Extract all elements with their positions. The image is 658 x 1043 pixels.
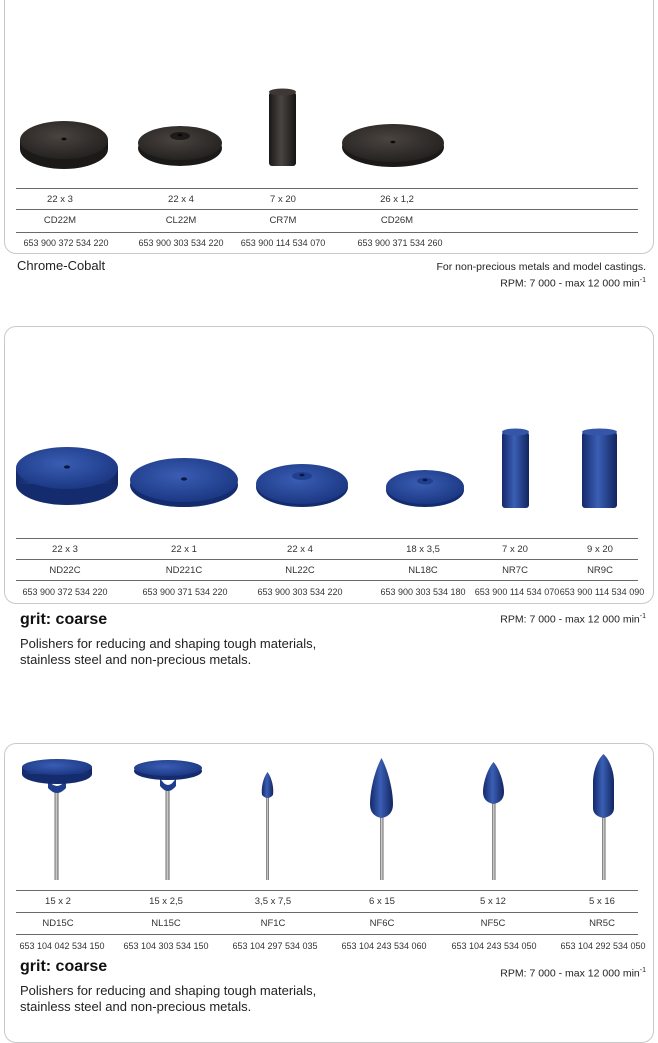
product-image-nd221c xyxy=(128,450,240,510)
code-cell: NF6C xyxy=(369,918,395,929)
grit-label: grit: coarse xyxy=(20,611,108,628)
code-cell: NF1C xyxy=(260,918,286,929)
code-cell: CD22M xyxy=(43,215,77,226)
article-number-cell: 653 900 114 534 070 xyxy=(240,238,326,248)
article-number-cell: 653 900 303 534 180 xyxy=(380,587,466,597)
product-image-nf1c xyxy=(256,770,280,880)
product-image-nd15c xyxy=(20,758,94,880)
article-number-cell: 653 104 297 534 035 xyxy=(232,941,318,951)
article-number-cell: 653 900 303 534 220 xyxy=(257,587,343,597)
article-number-cell: 653 104 303 534 150 xyxy=(123,941,209,951)
table-rule xyxy=(16,890,638,891)
size-cell: 5 x 12 xyxy=(480,896,506,907)
article-number-cell: 653 900 372 534 220 xyxy=(23,238,109,248)
size-cell: 5 x 16 xyxy=(589,896,615,907)
code-cell: CL22M xyxy=(165,215,197,226)
table-rule xyxy=(16,580,638,581)
product-image-cd26m xyxy=(340,118,446,170)
description: Polishers for reducing and shaping tough materials, stainless steel and non-precious metals. xyxy=(20,983,317,1014)
article-number-cell: 653 900 371 534 260 xyxy=(357,238,443,248)
code-cell: NL22C xyxy=(285,565,315,576)
description: Polishers for reducing and shaping tough materials, stainless steel and non-precious metals. xyxy=(20,636,317,667)
product-image-nl22c xyxy=(254,458,350,510)
code-cell: CD26M xyxy=(380,215,414,226)
code-cell: ND15C xyxy=(42,918,74,929)
article-number-cell: 653 104 243 534 060 xyxy=(341,941,427,951)
product-image-nf6c xyxy=(366,756,398,880)
product-image-nl18c xyxy=(384,466,466,510)
article-number-cell: 653 104 243 534 050 xyxy=(451,941,537,951)
usage-note: For non-precious metals and model castings. RPM: 7 000 - max 12 000 $\min^{-1}$ xyxy=(436,261,646,290)
size-cell: 26 x 1,2 xyxy=(380,194,414,205)
code-cell: CR7M xyxy=(269,215,297,226)
size-cell: 6 x 15 xyxy=(369,896,395,907)
size-cell: 7 x 20 xyxy=(502,544,528,555)
size-cell: 22 x 1 xyxy=(171,544,197,555)
size-cell: 22 x 3 xyxy=(52,544,78,555)
size-cell: 15 x 2 xyxy=(45,896,71,907)
size-cell: 7 x 20 xyxy=(270,194,296,205)
rpm-note: RPM: 7 000 - max 12 000 $\min^{-1}$ xyxy=(500,967,646,980)
product-image-nl15c xyxy=(132,758,204,880)
article-number-cell: 653 900 303 534 220 xyxy=(138,238,224,248)
code-cell: NR7C xyxy=(502,565,528,576)
size-cell: 22 x 4 xyxy=(168,194,194,205)
article-number-cell: 653 900 371 534 220 xyxy=(142,587,228,597)
product-image-nf5c xyxy=(478,760,510,880)
rpm-note: RPM: 7 000 - max 12 000 $\min^{-1}$ xyxy=(500,613,646,626)
product-image-nr7c xyxy=(500,428,532,512)
code-cell: NL15C xyxy=(151,918,181,929)
product-image-nr9c xyxy=(580,428,620,512)
code-cell: NR5C xyxy=(589,918,615,929)
article-number-cell: 653 104 292 534 050 xyxy=(560,941,646,951)
code-cell: NL18C xyxy=(408,565,438,576)
size-cell: 18 x 3,5 xyxy=(406,544,440,555)
product-image-nd22c xyxy=(14,444,120,508)
table-rule xyxy=(16,559,638,560)
size-cell: 3,5 x 7,5 xyxy=(254,896,292,907)
code-cell: NF5C xyxy=(480,918,506,929)
table-rule xyxy=(16,912,638,913)
table-rule xyxy=(16,209,638,210)
material-label: Chrome-Cobalt xyxy=(17,258,106,273)
table-rule xyxy=(16,934,638,935)
size-cell: 9 x 20 xyxy=(587,544,613,555)
size-cell: 15 x 2,5 xyxy=(149,896,183,907)
product-image-cr7m xyxy=(268,88,298,170)
size-cell: 22 x 3 xyxy=(47,194,73,205)
product-image-cl22m xyxy=(136,122,224,168)
product-image-nr5c xyxy=(588,752,620,880)
product-image-cd22m xyxy=(18,118,110,170)
code-cell: NR9C xyxy=(587,565,613,576)
article-number-cell: 653 900 114 534 070 xyxy=(474,587,560,597)
table-rule xyxy=(16,232,638,233)
article-number-cell: 653 900 372 534 220 xyxy=(22,587,108,597)
table-rule xyxy=(16,188,638,189)
code-cell: ND22C xyxy=(49,565,81,576)
article-number-cell: 653 900 114 534 090 xyxy=(559,587,645,597)
article-number-cell: 653 104 042 534 150 xyxy=(19,941,105,951)
table-rule xyxy=(16,538,638,539)
grit-label: grit: coarse xyxy=(20,958,108,975)
size-cell: 22 x 4 xyxy=(287,544,313,555)
code-cell: ND221C xyxy=(165,565,203,576)
